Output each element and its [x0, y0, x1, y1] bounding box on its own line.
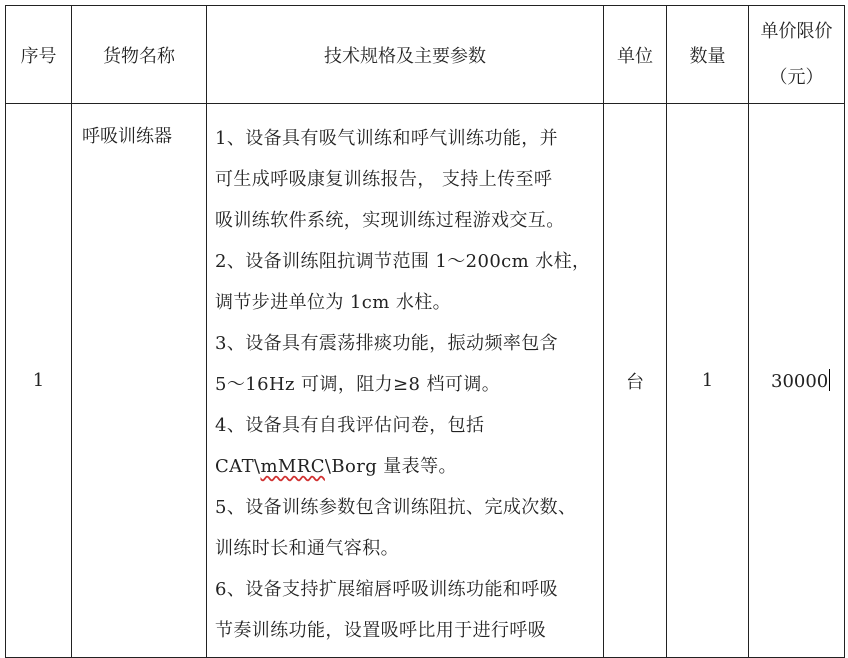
spec-line: 6、设备支持扩展缩唇呼吸训练功能和呼吸: [215, 579, 559, 600]
spec-text: CAT\: [215, 456, 261, 477]
spec-line: 节奏训练功能，设置吸呼比用于进行呼吸: [215, 620, 547, 641]
header-seq: 序号: [6, 6, 72, 104]
spec-line: 4、设备具有自我评估问卷，包括: [215, 415, 485, 436]
spec-line: 5、设备训练参数包含训练阻抗、完成次数、: [215, 497, 577, 518]
header-tech-spec: 技术规格及主要参数: [207, 6, 604, 104]
header-price-line1: 单价限价: [760, 20, 833, 42]
procurement-spec-table: [5, 5, 845, 658]
spec-line: 吸训练软件系统，实现训练过程游戏交互。: [215, 210, 565, 231]
spec-line: 可生成呼吸康复训练报告， 支持上传至呼: [215, 169, 553, 190]
spec-line-with-spellcheck: [215, 446, 593, 487]
header-price-line2: （元）: [769, 66, 824, 88]
spellcheck-flagged-word: mMRC: [260, 456, 325, 477]
spec-line: 3、设备具有震荡排痰功能，振动频率包含: [215, 333, 559, 354]
header-row: [6, 6, 845, 104]
table-row: [6, 104, 845, 658]
price-value: 30000: [771, 371, 829, 392]
cell-goods-name: 呼吸训练器: [72, 104, 207, 658]
header-unit: 单位: [604, 6, 667, 104]
spec-line: 1、设备具有吸气训练和呼气训练功能，并: [215, 128, 559, 149]
spec-line: 训练时长和通气容积。: [215, 538, 399, 559]
spec-line: 5～16Hz 可调，阻力≥8 档可调。: [215, 374, 501, 395]
spec-line: 2、设备训练阻抗调节范围 1～200cm 水柱，: [215, 251, 591, 272]
cell-seq: 1: [6, 104, 72, 658]
header-quantity: 数量: [667, 6, 749, 104]
spec-line: 调节步进单位为 1cm 水柱。: [215, 292, 452, 313]
header-unit-price-limit: [749, 6, 845, 104]
cell-unit-price[interactable]: [749, 104, 845, 658]
cell-tech-spec[interactable]: [207, 104, 604, 658]
cell-quantity: 1: [667, 104, 749, 658]
text-caret: [829, 369, 830, 391]
header-goods-name: 货物名称: [72, 6, 207, 104]
spec-text: \Borg 量表等。: [324, 456, 457, 477]
cell-unit: 台: [604, 104, 667, 658]
